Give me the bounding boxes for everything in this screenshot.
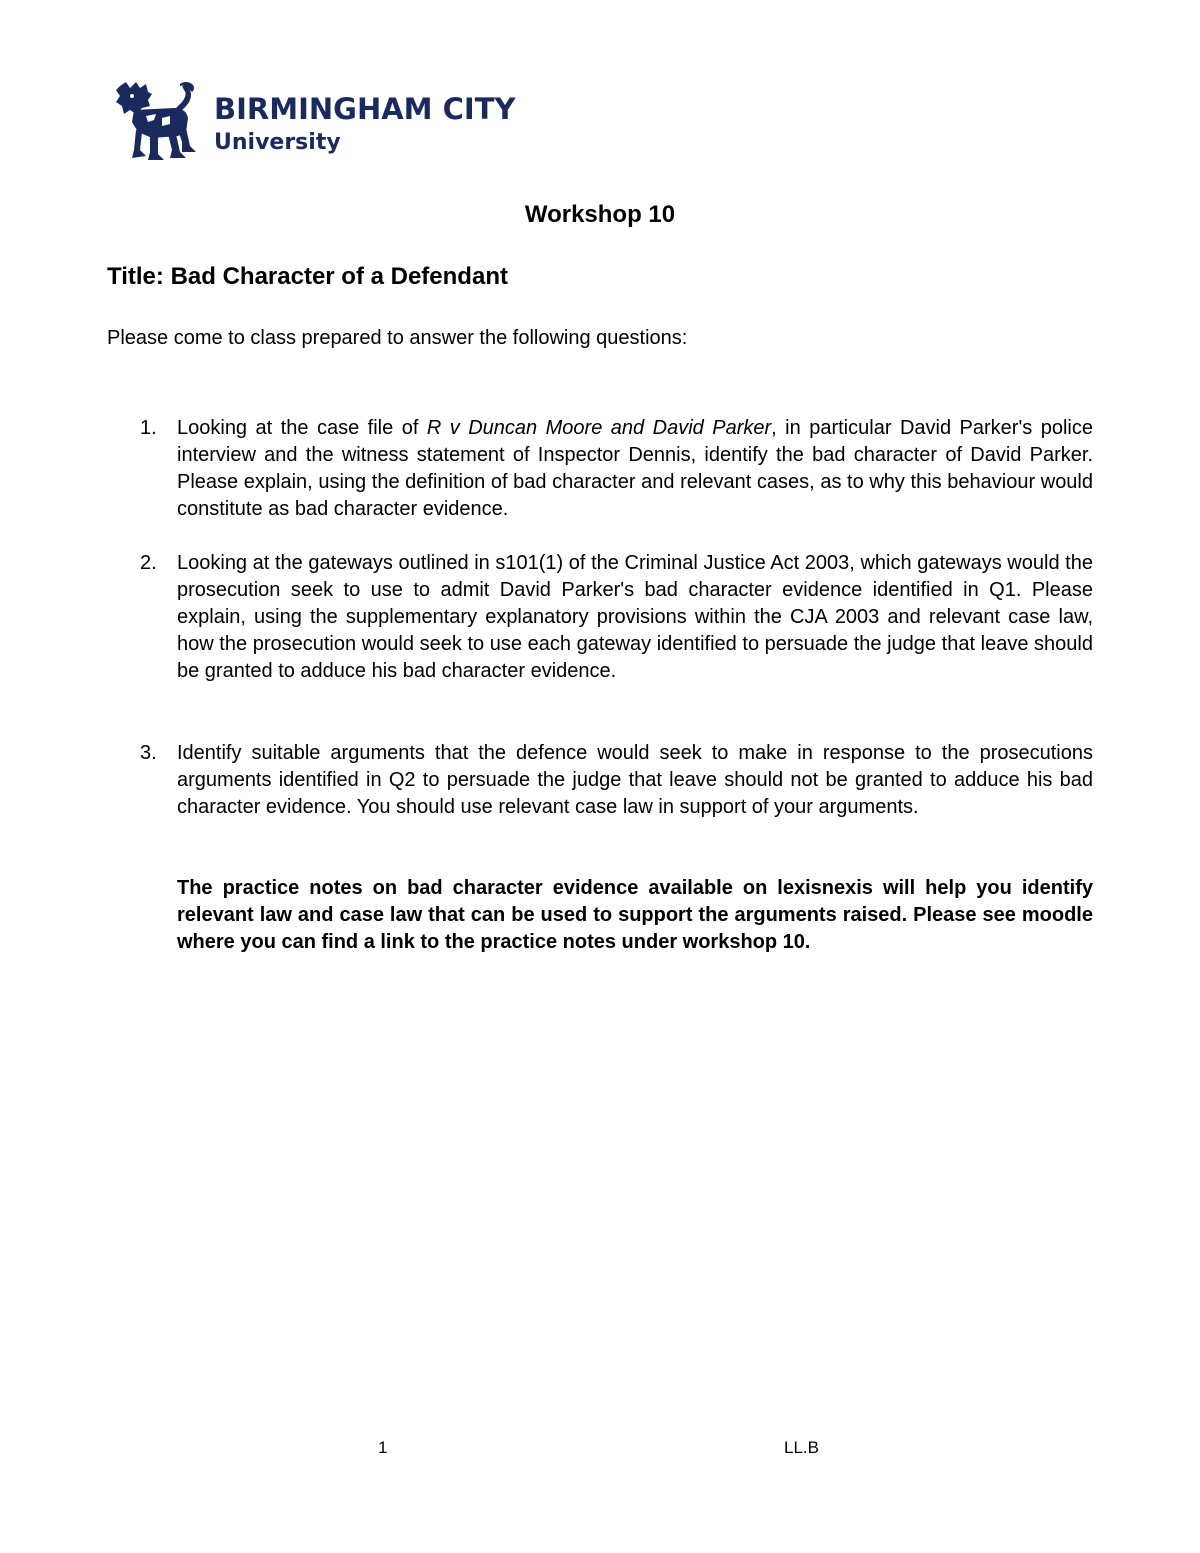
question-text: Identify suitable arguments that the defence would seek to make in response to the prosecutions arguments identified in Q2 to persuade the judge that leave should not be granted to adduce his bad character evidence. You should use relevant case law in support of your arguments. <box>177 742 1093 818</box>
lion-crest-icon <box>112 80 208 164</box>
question-text-end: , in particular David Parker's police interview and the witness statement of Inspector Dennis, identify the bad character of David Parker. Please explain, using the definition of bad character and relevant cases, as to why this behaviour would constitute as bad character evidence. <box>177 417 1093 520</box>
course-code: LL.B <box>784 1438 819 1457</box>
logo-wordmark: BIRMINGHAM CITY <box>214 92 516 126</box>
logo-subtitle: University <box>214 130 341 155</box>
practice-notes-note: The practice notes on bad character evidence available on lexisnexis will help you identify relevant law and case law that can be used to support the arguments raised. Please see moodle where you can find a link to the practice notes under workshop 10. <box>177 877 1093 953</box>
university-logo <box>112 80 516 164</box>
case-name: R v Duncan Moore and David Parker <box>426 417 772 439</box>
page-number: 1 <box>378 1438 388 1457</box>
question-text-start: Looking at the case file of <box>177 417 427 439</box>
question-number: 2. <box>140 552 157 574</box>
intro-text: Please come to class prepared to answer the following questions: <box>107 327 688 349</box>
question-number: 3. <box>140 742 157 764</box>
question-text: Looking at the gateways outlined in s101(1) of the Criminal Justice Act 2003, which gateways would the prosecution seek to use to admit David Parker's bad character evidence identified in Q1. Please explain, using the supplementary explanatory provisions within the CJA 2003 and relevant case law, how the prosecution would seek to use each gateway identified to persuade the judge that leave should be granted to adduce his bad character evidence. <box>177 552 1093 682</box>
page-title: Title: Bad Character of a Defendant <box>107 263 508 290</box>
question-text <box>177 415 1093 523</box>
workshop-heading: Workshop 10 <box>524 201 676 228</box>
question-number: 1. <box>140 417 157 439</box>
